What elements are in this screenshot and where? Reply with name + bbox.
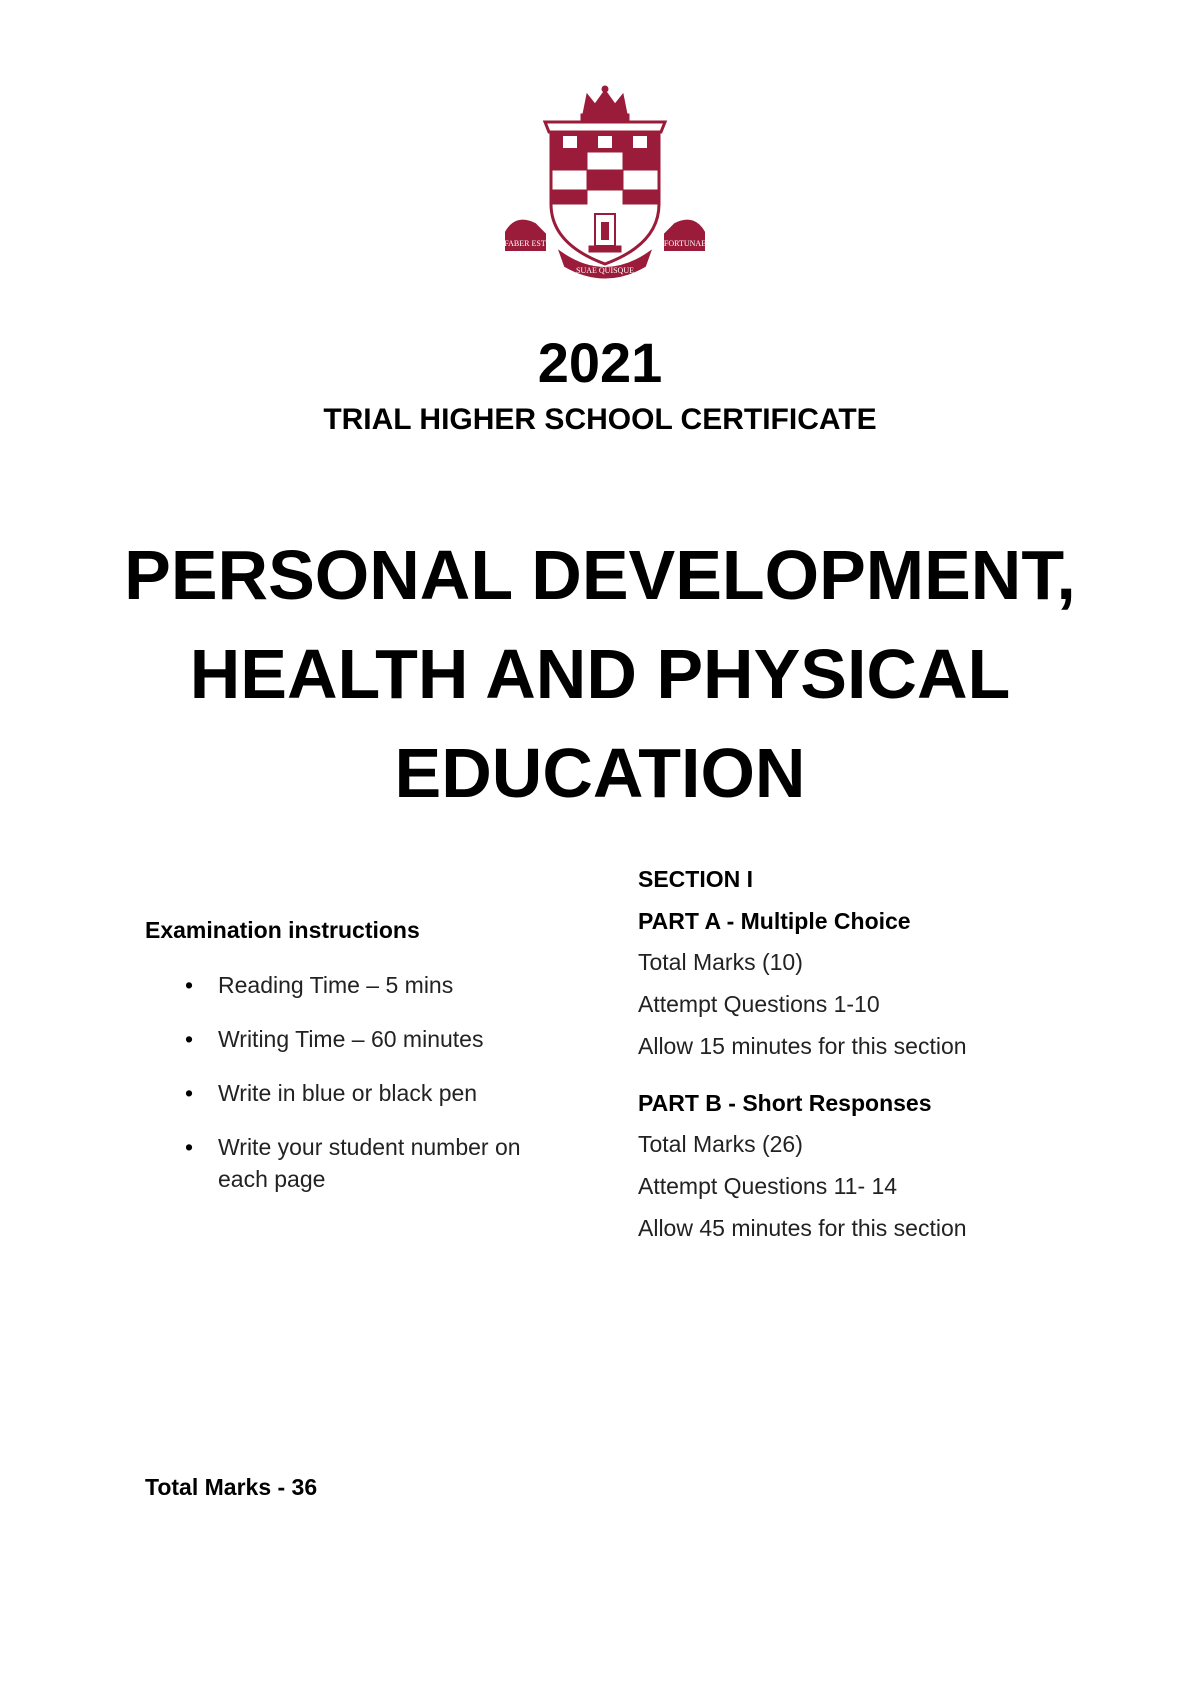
instruction-item: • Writing Time – 60 minutes [145,1023,565,1055]
part-a-block [638,906,1098,1062]
instructions-list [145,969,565,1195]
crest-motto-bottom: SUAE QUISQUE [576,266,634,275]
bullet-icon: • [185,1026,194,1052]
exam-year: 2021 [537,331,663,394]
bullet-icon: • [185,1080,194,1106]
certificate-title: TRIAL HIGHER SCHOOL CERTIFICATE [323,403,877,436]
section-details [638,864,1098,1270]
instruction-item: • Write your student number on each page [145,1131,565,1195]
part-a-line: Total Marks (10) [638,949,803,975]
examination-instructions [145,915,565,1217]
part-b-line: Attempt Questions 11- 14 [638,1173,898,1199]
crest-motto-right: FORTUNAE [663,239,705,248]
instruction-item: • Reading Time – 5 mins [145,969,565,1001]
instruction-item: • Write in blue or black pen [145,1077,565,1109]
part-a-title: PART A - Multiple Choice [638,908,911,934]
subject-line-2: HEALTH AND PHYSICAL [189,635,1011,713]
part-a-line: Allow 15 minutes for this section [638,1033,967,1059]
part-b-line: Allow 45 minutes for this section [638,1215,967,1241]
subject-line-3: EDUCATION [394,734,806,812]
instructions-heading: Examination instructions [145,917,420,943]
subject-title [0,526,1200,823]
section-title: SECTION I [638,866,754,892]
bullet-icon: • [185,972,194,998]
school-crest-logo [505,84,705,284]
bullet-icon: • [185,1134,194,1160]
part-b-block [638,1088,1098,1244]
part-b-title: PART B - Short Responses [638,1090,932,1116]
total-marks: Total Marks - 36 [145,1474,318,1500]
subject-line-1: PERSONAL DEVELOPMENT, [124,536,1076,614]
part-b-line: Total Marks (26) [638,1131,803,1157]
crest-motto-left: FABER EST [505,239,546,248]
part-a-line: Attempt Questions 1-10 [638,991,880,1017]
